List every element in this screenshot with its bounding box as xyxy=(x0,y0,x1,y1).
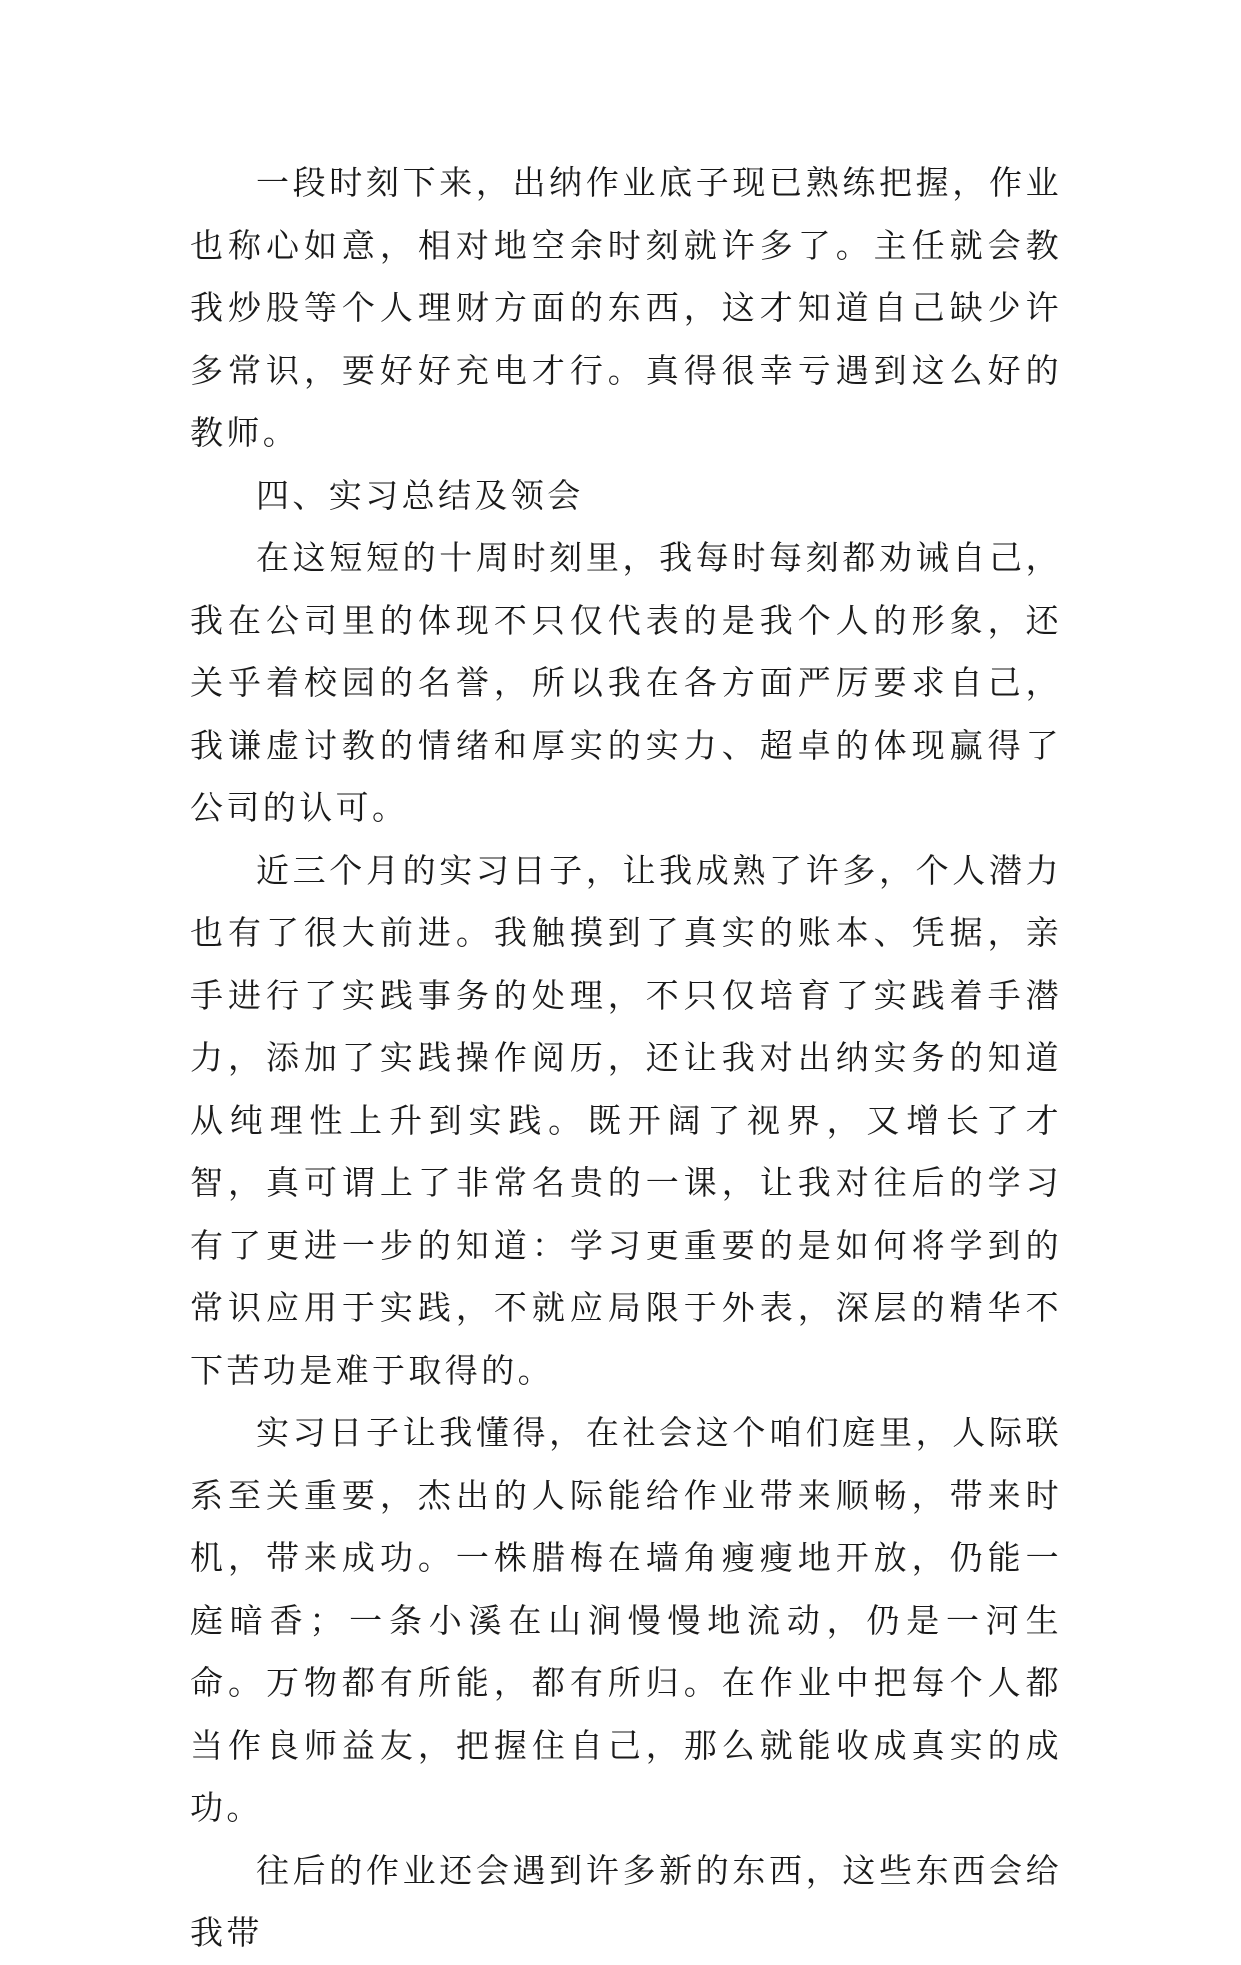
paragraph-ten-weeks: 在这短短的十周时刻里，我每时每刻都劝诫自己，我在公司里的体现不只仅代表的是我个人的形象，还关乎着校园的名誉，所以我在各方面严厉要求自己，我谦虚讨教的情绪和厚实的实力、超卓的体现赢得了公司的认可。 xyxy=(190,538,1062,827)
document-body xyxy=(190,152,1062,1965)
paragraph-three-months: 近三个月的实习日子，让我成熟了许多，个人潜力也有了很大前进。我触摸到了真实的账本、凭据，亲手进行了实践事务的处理，不只仅培育了实践着手潜力，添加了实践操作阅历，还让我对出纳实务的知道从纯理性上升到实践。既开阔了视界，又增长了才智，真可谓上了非常名贵的一课，让我对往后的学习有了更进一步的知道：学习更重要的是如何将学到的常识应用于实践，不就应局限于外表，深层的精华不下苦功是难于取得的。 xyxy=(190,850,1062,1390)
section-heading-summary: 四、实习总结及领会 xyxy=(256,475,584,515)
paragraph-cashier-work: 一段时刻下来，出纳作业底子现已熟练把握，作业也称心如意，相对地空余时刻就许多了。主任就会教我炒股等个人理财方面的东西，这才知道自己缺少许多常识，要好好充电才行。真得很幸亏遇到这么好的教师。 xyxy=(190,163,1062,452)
paragraph-future-work: 往后的作业还会遇到许多新的东西，这些东西会给我带 xyxy=(190,1850,1062,1952)
paragraph-relationships: 实习日子让我懂得，在社会这个咱们庭里，人际联系至关重要，杰出的人际能给作业带来顺畅，带来时机，带来成功。一株腊梅在墙角瘦瘦地开放，仍能一庭暗香；一条小溪在山涧慢慢地流动，仍是一河生命。万物都有所能，都有所归。在作业中把每个人都当作良师益友，把握住自己，那么就能收成真实的成功。 xyxy=(190,1413,1062,1827)
